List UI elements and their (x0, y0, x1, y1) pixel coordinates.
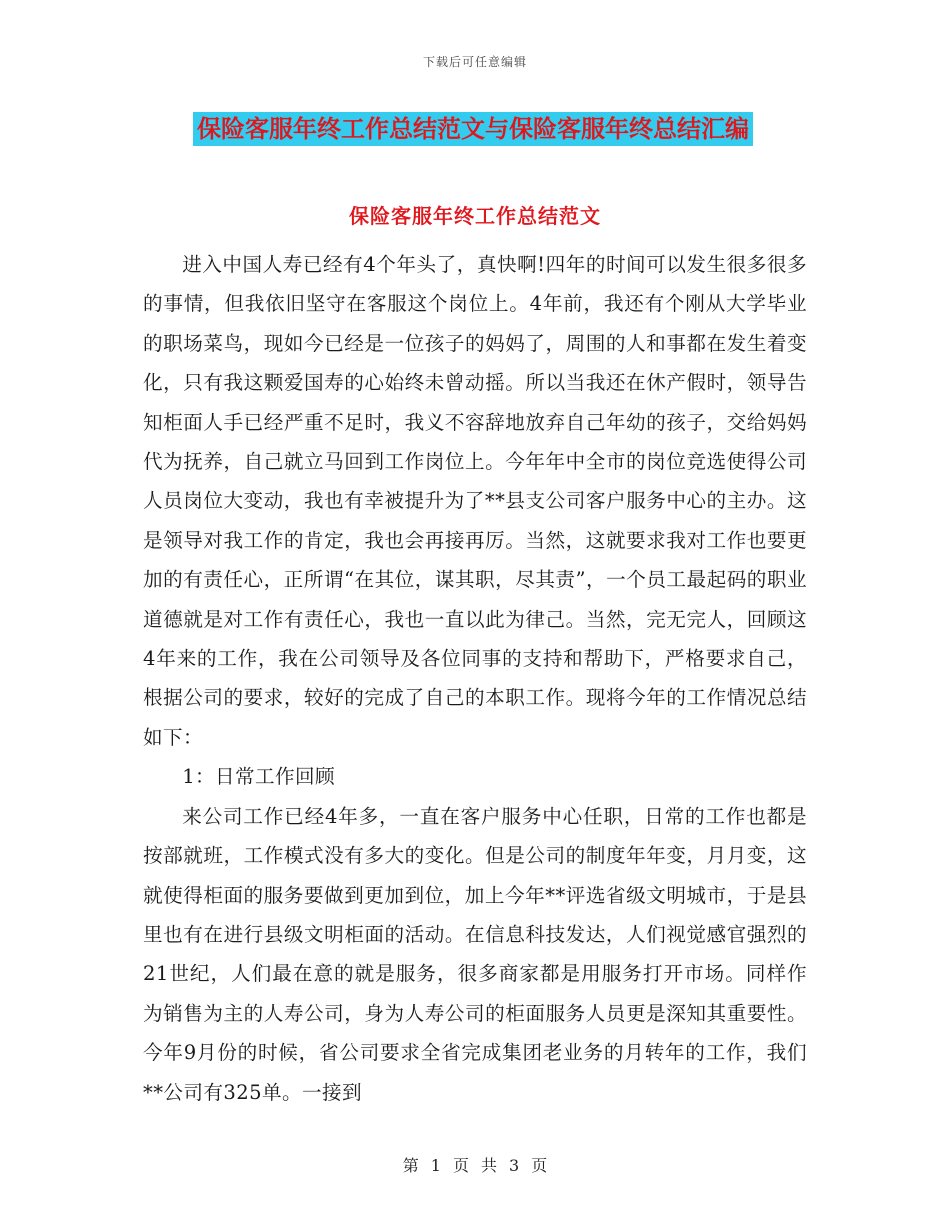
footer-total-pages: 3 (509, 1156, 520, 1175)
section-title: 保险客服年终工作总结范文 (349, 204, 601, 228)
subheading-daily-work-review: 1：日常工作回顾 (182, 765, 336, 789)
document-main-title: 保险客服年终工作总结范文与保险客服年终总结汇编 (193, 112, 753, 146)
page-footer (0, 1153, 950, 1176)
footer-total-suffix: 页 (531, 1156, 548, 1175)
footer-page-number: 1 (430, 1156, 441, 1175)
paragraph-daily-work: 来公司工作已经4年多，一直在客户服务中心任职，日常的工作也都是按部就班，工作模式没有多大的变化。但是公司的制度年年变，月月变，这就使得柜面的服务要做到更加到位，加上今年**评选省级文明城市，于是县里也有在进行县级文明柜面的活动。在信息科技发达，人们视觉感官强烈的21世纪，人们最在意的就是服务，很多商家都是用服务打开市场。同样作为销售为主的人寿公司，身为人寿公司的柜面服务人员更是深知其重要性。今年9月份的时候，省公司要求全省完成集团老业务的月转年的工作，我们**公司有325单。一接到 (143, 804, 807, 1104)
document-body (143, 245, 807, 1112)
page-header-note: 下载后可任意编辑 (422, 55, 527, 69)
footer-page-label: 页 (452, 1156, 469, 1175)
footer-total-label: 共 (481, 1156, 498, 1175)
footer-prefix: 第 (402, 1156, 419, 1175)
paragraph-intro: 进入中国人寿已经有4个年头了，真快啊!四年的时间可以发生很多很多的事情，但我依旧坚守在客服这个岗位上。4年前，我还有个刚从大学毕业的职场菜鸟，现如今已经是一位孩子的妈妈了，周围的人和事都在发生着变化，只有我这颗爱国寿的心始终未曾动摇。所以当我还在休产假时，领导告知柜面人手已经严重不足时，我义不容辞地放弃自己年幼的孩子，交给妈妈代为抚养，自己就立马回到工作岗位上。今年年中全市的岗位竞选使得公司人员岗位大变动，我也有幸被提升为了**县支公司客户服务中心的主办。这是领导对我工作的肯定，我也会再接再厉。当然，这就要求我对工作也要更加的有责任心，正所谓“在其位，谋其职，尽其责”，一个员工最起码的职业道德就是对工作有责任心，我也一直以此为律己。当然，完无完人，回顾这4年来的工作，我在公司领导及各位同事的支持和帮助下，严格要求自己，根据公司的要求，较好的完成了自己的本职工作。现将今年的工作情况总结如下： (143, 253, 807, 749)
